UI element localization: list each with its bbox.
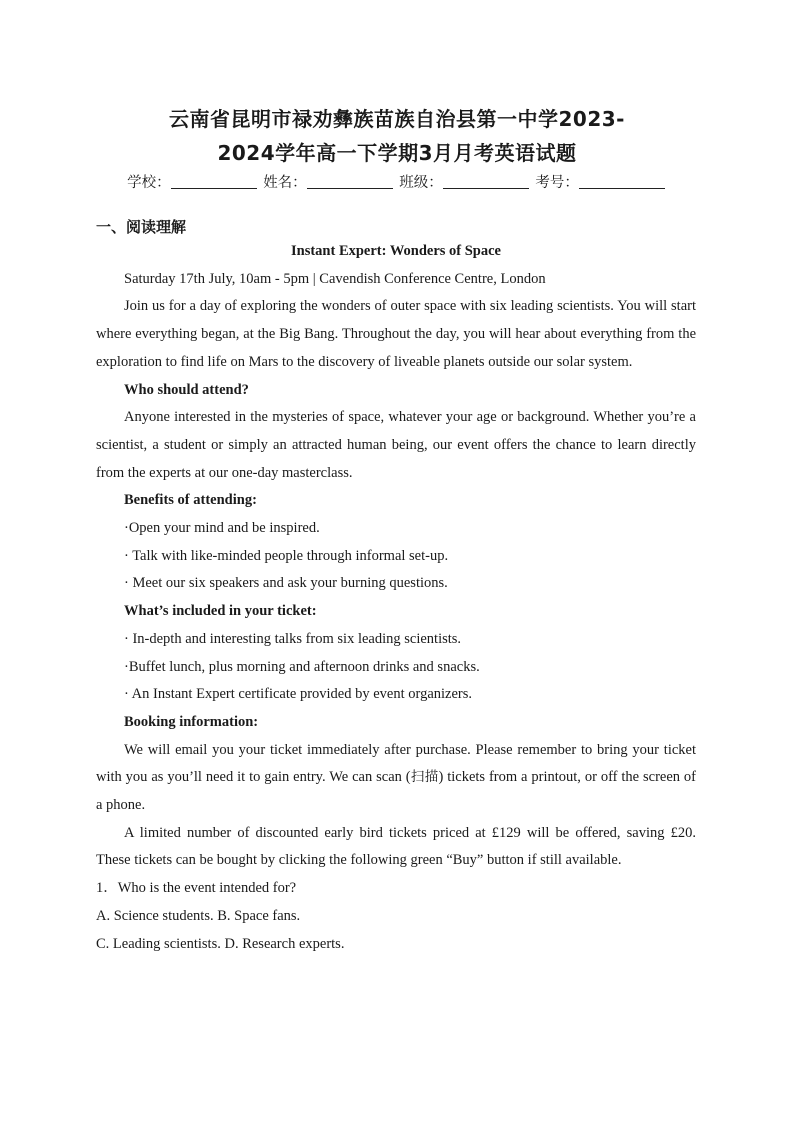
attend-heading: Who should attend? (124, 381, 249, 398)
benefit-item: ·Open your mind and be inspired. (124, 520, 320, 537)
booking-text-before: We will email you your ticket immediately after purchase. Please remember to bring your ticket with you as you’ll need it to gain entry. We can scan ( (96, 741, 696, 786)
benefits-heading: Benefits of attending: (124, 492, 257, 509)
benefit-item: · Talk with like-minded people through informal set-up. (124, 547, 449, 564)
attend-paragraph: Anyone interested in the mysteries of space, whatever your age or background. Whether you’re a scientist, a student or simply an attracted human being, our event offers the chance to learn directly from the experts at our one-day masterclass. (96, 409, 696, 481)
booking-text-after: ) tickets from a printout, or off the screen of a phone. (96, 769, 696, 814)
included-item: ·Buffet lunch, plus morning and afternoon drinks and snacks. (124, 658, 480, 675)
section-heading: 一、阅读理解 (96, 218, 187, 236)
question-options-line2: C. Leading scientists. D. Research experts. (96, 935, 345, 952)
discount-paragraph: A limited number of discounted early bird tickets priced at £129 will be offered, saving £20. These tickets can be bought by clicking the following green “Buy” button if still available. (96, 824, 696, 869)
included-item: · In-depth and interesting talks from six leading scientists. (124, 630, 462, 647)
passage-title: Instant Expert: Wonders of Space (291, 243, 501, 259)
name-blank[interactable] (307, 174, 393, 189)
school-label: 学校： (127, 175, 171, 191)
reading-passage (96, 238, 696, 958)
question-stem: 1．Who is the event intended for? (96, 880, 297, 897)
benefit-item: · Meet our six speakers and ask your burning questions. (124, 575, 448, 592)
included-item: · An Instant Expert certificate provided by event organizers. (124, 686, 473, 703)
class-blank[interactable] (443, 174, 529, 189)
included-heading: What’s included in your ticket: (124, 603, 317, 620)
question-options-line1: A. Science students. B. Space fans. (96, 907, 301, 924)
booking-text-cjk: 扫描 (410, 769, 439, 786)
booking-paragraph (96, 737, 696, 820)
name-label: 姓名： (263, 175, 307, 191)
exam-number-label: 考号： (535, 175, 579, 191)
school-blank[interactable] (171, 174, 257, 189)
class-label: 班级： (399, 175, 443, 191)
exam-number-blank[interactable] (579, 174, 665, 189)
intro-paragraph: Join us for a day of exploring the wonders of outer space with six leading scientists. You will start where everything began, at the Big Bang. Throughout the day, you will hear about everything from the exploration to find life on Mars to the discovery of liveable planets outside our solar system. (96, 298, 696, 370)
exam-title-line2: 2024学年高一下学期3月月考英语试题 (217, 141, 577, 165)
event-line: Saturday 17th July, 10am - 5pm | Cavendish Conference Centre, London (124, 270, 546, 287)
booking-heading: Booking information: (124, 713, 259, 730)
exam-title-line1: 云南省昆明市禄劝彝族苗族自治县第一中学2023- (169, 107, 625, 131)
student-info-fields (0, 171, 794, 192)
